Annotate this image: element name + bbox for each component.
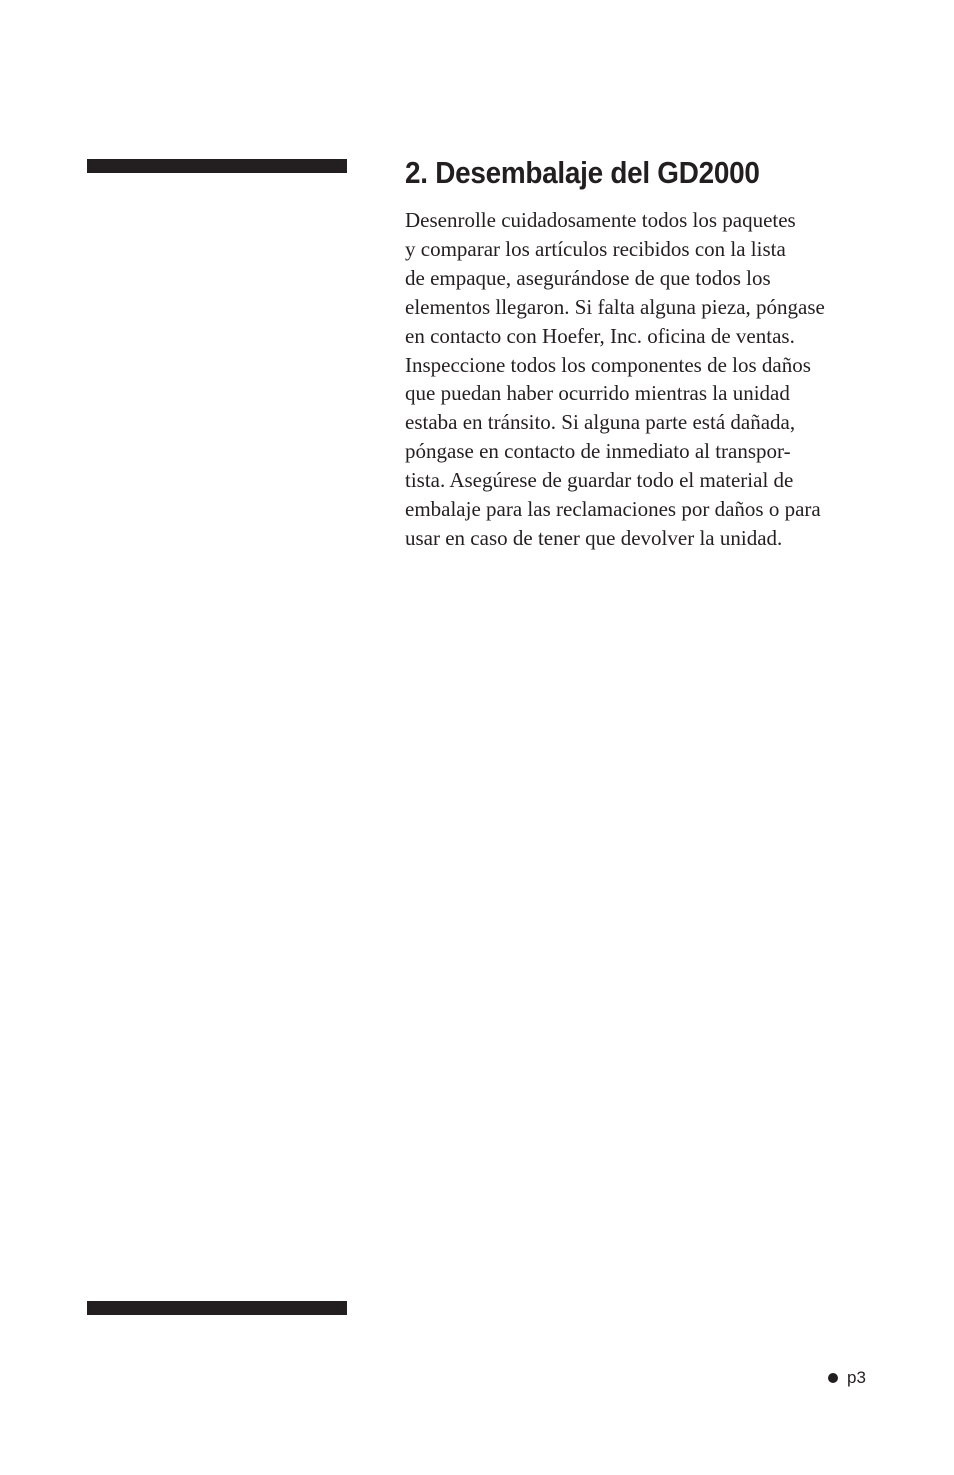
body-line: tista. Asegúrese de guardar todo el material de bbox=[405, 468, 794, 493]
page-number: p3 bbox=[847, 1368, 866, 1387]
body-line: usar en caso de tener que devolver la unidad. bbox=[405, 525, 783, 550]
body-line: póngase en contacto de inmediato al transpor- bbox=[405, 439, 791, 464]
top-divider-bar bbox=[87, 159, 347, 173]
body-line: estaba en tránsito. Si alguna parte está dañada, bbox=[405, 410, 796, 435]
body-line: de empaque, asegurándose de que todos los bbox=[405, 265, 771, 290]
body-line: Inspeccione todos los componentes de los daños bbox=[405, 352, 811, 377]
section-heading: 2. Desembalaje del GD2000 bbox=[405, 155, 760, 190]
body-line: y comparar los artículos recibidos con la lista bbox=[405, 236, 786, 261]
body-line: Desenrolle cuidadosamente todos los paquetes bbox=[405, 208, 796, 232]
section-body bbox=[405, 206, 875, 553]
body-line: en contacto con Hoefer, Inc. oficina de ventas. bbox=[405, 323, 795, 348]
body-line: elementos llegaron. Si falta alguna pieza, póngase bbox=[405, 294, 825, 319]
body-line: embalaje para las reclamaciones por daños o para bbox=[405, 497, 821, 522]
bullet-icon bbox=[828, 1373, 838, 1383]
bottom-divider-bar bbox=[87, 1301, 347, 1315]
body-line: que puedan haber ocurrido mientras la unidad bbox=[405, 381, 790, 406]
page-footer bbox=[828, 1367, 866, 1389]
